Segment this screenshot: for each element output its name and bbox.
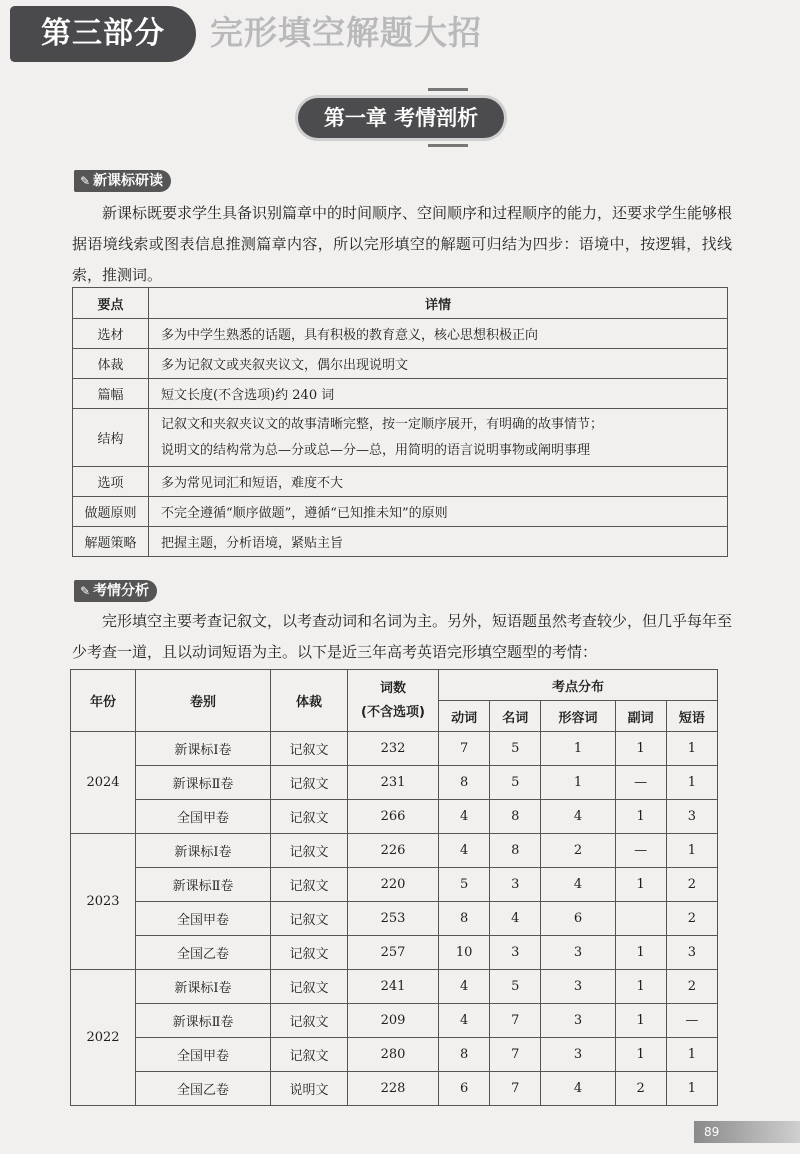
year-cell: 2024 xyxy=(71,732,136,834)
words-cell: 257 xyxy=(348,936,439,970)
point-detail xyxy=(149,409,728,467)
header-phrase: 短语 xyxy=(666,701,717,732)
verb-cell: 8 xyxy=(439,902,490,936)
table-row xyxy=(71,902,718,936)
paper-cell: 全国甲卷 xyxy=(136,800,271,834)
table-row xyxy=(73,409,728,467)
section-tag-label: 考情分析 xyxy=(93,583,150,599)
part-label: 第三部分 xyxy=(10,6,196,62)
adv-cell xyxy=(615,902,666,936)
header-adj: 形容词 xyxy=(541,701,615,732)
noun-cell: 7 xyxy=(490,1038,541,1072)
detail-line: 说明文的结构常为总—分或总—分—总，用简明的语言说明事物或阐明事理 xyxy=(161,442,591,458)
key-points-table xyxy=(72,287,728,557)
adv-cell: 1 xyxy=(615,1004,666,1038)
header-key: 要点 xyxy=(73,288,149,319)
phrase-cell: 1 xyxy=(666,834,717,868)
verb-cell: 8 xyxy=(439,766,490,800)
phrase-cell: 2 xyxy=(666,902,717,936)
phrase-cell: 1 xyxy=(666,732,717,766)
genre-cell: 记叙文 xyxy=(271,1004,348,1038)
genre-cell: 记叙文 xyxy=(271,936,348,970)
words-cell: 253 xyxy=(348,902,439,936)
chapter-decoration-top xyxy=(428,88,468,91)
paper-cell: 新课标Ⅱ卷 xyxy=(136,766,271,800)
adj-cell: 3 xyxy=(541,970,615,1004)
point-detail: 多为常见词汇和短语，难度不大 xyxy=(149,467,728,497)
header-paper: 卷别 xyxy=(136,670,271,732)
header-detail: 详情 xyxy=(149,288,728,319)
noun-cell: 7 xyxy=(490,1004,541,1038)
genre-cell: 记叙文 xyxy=(271,834,348,868)
table-row xyxy=(71,766,718,800)
header-words-label: 词数 xyxy=(379,680,406,696)
adv-cell: — xyxy=(615,834,666,868)
genre-cell: 记叙文 xyxy=(271,970,348,1004)
chapter-heading xyxy=(290,82,510,162)
genre-cell: 说明文 xyxy=(271,1072,348,1106)
adv-cell: 1 xyxy=(615,732,666,766)
adj-cell: 3 xyxy=(541,1038,615,1072)
curriculum-paragraph: 新课标既要求学生具备识别篇章中的时间顺序、空间顺序和过程顺序的能力，还要求学生能够根据语境线索或图表信息推测篇章内容，所以完形填空的解题可归结为四步：语境中，按逻辑，找线索，推测词。 xyxy=(72,204,733,284)
point-detail: 短文长度(不含选项)约 240 词 xyxy=(149,379,728,409)
table-row xyxy=(71,868,718,902)
table-row xyxy=(73,349,728,379)
noun-cell: 5 xyxy=(490,732,541,766)
adj-cell: 6 xyxy=(541,902,615,936)
detail-line: 记叙文和夹叙夹议文的故事清晰完整，按一定顺序展开，有明确的故事情节； xyxy=(161,416,604,432)
table-row xyxy=(73,467,728,497)
chapter-title: 第一章 考情剖析 xyxy=(298,98,504,138)
noun-cell: 3 xyxy=(490,936,541,970)
year-cell: 2022 xyxy=(71,970,136,1106)
phrase-cell: 2 xyxy=(666,970,717,1004)
table-row xyxy=(73,379,728,409)
verb-cell: 7 xyxy=(439,732,490,766)
table-row xyxy=(71,1072,718,1106)
words-cell: 266 xyxy=(348,800,439,834)
adj-cell: 3 xyxy=(541,1004,615,1038)
noun-cell: 8 xyxy=(490,834,541,868)
words-cell: 241 xyxy=(348,970,439,1004)
adv-cell: 1 xyxy=(615,970,666,1004)
paper-cell: 新课标Ⅰ卷 xyxy=(136,970,271,1004)
genre-cell: 记叙文 xyxy=(271,868,348,902)
adj-cell: 4 xyxy=(541,800,615,834)
paper-cell: 全国乙卷 xyxy=(136,1072,271,1106)
genre-cell: 记叙文 xyxy=(271,1038,348,1072)
noun-cell: 7 xyxy=(490,1072,541,1106)
adj-cell: 1 xyxy=(541,766,615,800)
words-cell: 220 xyxy=(348,868,439,902)
table-row xyxy=(73,527,728,557)
words-cell: 231 xyxy=(348,766,439,800)
part-title: 完形填空解题大招 xyxy=(210,13,482,52)
words-cell: 232 xyxy=(348,732,439,766)
phrase-cell: 2 xyxy=(666,868,717,902)
verb-cell: 8 xyxy=(439,1038,490,1072)
header-verb: 动词 xyxy=(439,701,490,732)
words-cell: 228 xyxy=(348,1072,439,1106)
point-key: 体裁 xyxy=(73,349,149,379)
header-noun: 名词 xyxy=(490,701,541,732)
genre-cell: 记叙文 xyxy=(271,766,348,800)
pencil-icon: ✎ xyxy=(80,174,91,188)
adv-cell: 1 xyxy=(615,868,666,902)
header-words-sub: (不含选项) xyxy=(361,704,425,720)
pencil-icon: ✎ xyxy=(80,584,91,598)
noun-cell: 3 xyxy=(490,868,541,902)
noun-cell: 5 xyxy=(490,970,541,1004)
genre-cell: 记叙文 xyxy=(271,732,348,766)
paper-cell: 全国甲卷 xyxy=(136,902,271,936)
section-tag-curriculum xyxy=(74,170,171,192)
header-distribution: 考点分布 xyxy=(439,670,718,701)
words-cell: 226 xyxy=(348,834,439,868)
point-key: 结构 xyxy=(73,409,149,467)
phrase-cell: 3 xyxy=(666,800,717,834)
table-header-row xyxy=(71,670,718,701)
point-key: 篇幅 xyxy=(73,379,149,409)
adj-cell: 4 xyxy=(541,1072,615,1106)
point-key: 选项 xyxy=(73,467,149,497)
noun-cell: 5 xyxy=(490,766,541,800)
adj-cell: 2 xyxy=(541,834,615,868)
point-detail: 把握主题，分析语境，紧贴主旨 xyxy=(149,527,728,557)
phrase-cell: 1 xyxy=(666,1072,717,1106)
noun-cell: 8 xyxy=(490,800,541,834)
table-row xyxy=(71,936,718,970)
chapter-decoration-bottom xyxy=(428,144,468,147)
table-row xyxy=(71,970,718,1004)
point-detail: 多为记叙文或夹叙夹议文，偶尔出现说明文 xyxy=(149,349,728,379)
table-row xyxy=(71,1004,718,1038)
exam-stats-table xyxy=(70,669,718,1106)
verb-cell: 4 xyxy=(439,834,490,868)
header-genre: 体裁 xyxy=(271,670,348,732)
verb-cell: 4 xyxy=(439,1004,490,1038)
paper-cell: 新课标Ⅱ卷 xyxy=(136,1004,271,1038)
header-adv: 副词 xyxy=(615,701,666,732)
verb-cell: 5 xyxy=(439,868,490,902)
adj-cell: 3 xyxy=(541,936,615,970)
verb-cell: 4 xyxy=(439,970,490,1004)
genre-cell: 记叙文 xyxy=(271,902,348,936)
phrase-cell: 3 xyxy=(666,936,717,970)
adv-cell: 2 xyxy=(615,1072,666,1106)
point-key: 做题原则 xyxy=(73,497,149,527)
adv-cell: — xyxy=(615,766,666,800)
part-banner xyxy=(0,0,800,66)
point-key: 选材 xyxy=(73,319,149,349)
phrase-cell: 1 xyxy=(666,766,717,800)
header-words xyxy=(348,670,439,732)
table-header-row xyxy=(73,288,728,319)
point-key: 解题策略 xyxy=(73,527,149,557)
verb-cell: 10 xyxy=(439,936,490,970)
section-tag-analysis xyxy=(74,580,157,602)
table-row xyxy=(71,834,718,868)
table-row xyxy=(71,1038,718,1072)
table-row xyxy=(73,319,728,349)
section-tag-label: 新课标研读 xyxy=(93,173,164,189)
words-cell: 280 xyxy=(348,1038,439,1072)
adj-cell: 4 xyxy=(541,868,615,902)
analysis-paragraph: 完形填空主要考查记叙文，以考查动词和名词为主。另外，短语题虽然考查较少，但几乎每年至少考查一道，且以动词短语为主。以下是近三年高考英语完形填空题型的考情： xyxy=(72,612,733,661)
adv-cell: 1 xyxy=(615,936,666,970)
year-cell: 2023 xyxy=(71,834,136,970)
page-number: 89 xyxy=(694,1121,800,1143)
paper-cell: 新课标Ⅰ卷 xyxy=(136,732,271,766)
noun-cell: 4 xyxy=(490,902,541,936)
verb-cell: 6 xyxy=(439,1072,490,1106)
table-row xyxy=(71,732,718,766)
adj-cell: 1 xyxy=(541,732,615,766)
point-detail: 不完全遵循“顺序做题”，遵循“已知推未知”的原则 xyxy=(149,497,728,527)
adv-cell: 1 xyxy=(615,800,666,834)
paper-cell: 全国甲卷 xyxy=(136,1038,271,1072)
point-detail: 多为中学生熟悉的话题，具有积极的教育意义，核心思想积极正向 xyxy=(149,319,728,349)
phrase-cell: 1 xyxy=(666,1038,717,1072)
phrase-cell: — xyxy=(666,1004,717,1038)
table-row xyxy=(71,800,718,834)
paper-cell: 新课标Ⅱ卷 xyxy=(136,868,271,902)
header-year: 年份 xyxy=(71,670,136,732)
adv-cell: 1 xyxy=(615,1038,666,1072)
words-cell: 209 xyxy=(348,1004,439,1038)
genre-cell: 记叙文 xyxy=(271,800,348,834)
verb-cell: 4 xyxy=(439,800,490,834)
paper-cell: 全国乙卷 xyxy=(136,936,271,970)
table-row xyxy=(73,497,728,527)
paper-cell: 新课标Ⅰ卷 xyxy=(136,834,271,868)
